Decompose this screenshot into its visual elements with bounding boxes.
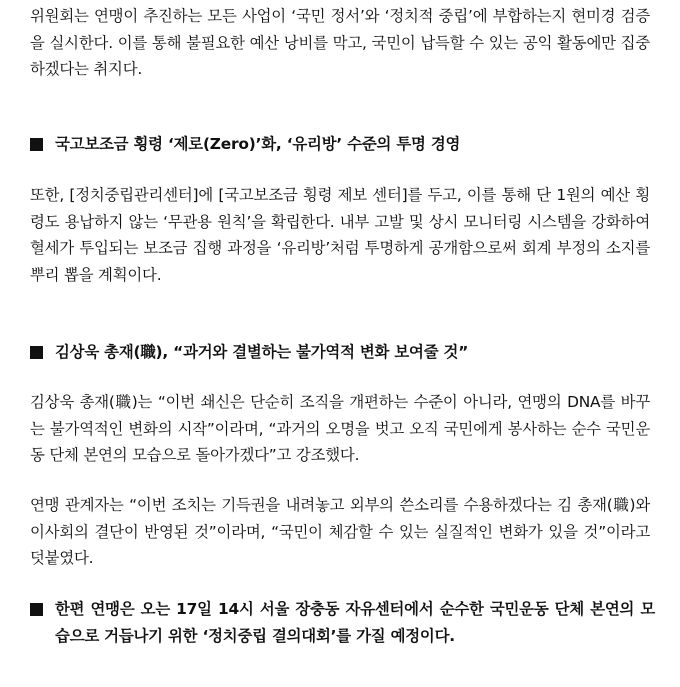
notice-event xyxy=(30,596,655,649)
square-bullet-icon xyxy=(30,138,43,151)
notice-text: 한편 연맹은 오는 17일 14시 서울 장충동 자유센터에서 순수한 국민운동 단체 본연의 모습으로 거듭나기 위한 ‘정치중립 결의대회’를 가질 예정이다. xyxy=(55,600,655,645)
paragraph-president-quote: 김상욱 총재(職)는 “이번 쇄신은 단순히 조직을 개편하는 수준이 아니라, 연맹의 DNA를 바꾸는 불가역적인 변화의 시작”이라며, “과거의 오명을 벗고 오직 국민에게 봉사하는 순수 국민운동 단체 본연의 모습으로 돌아가겠다”고 강조했다. xyxy=(30,393,650,464)
paragraph-official-quote: 연맹 관계자는 “이번 조치는 기득권을 내려놓고 외부의 쓴소리를 수용하겠다는 김 총재(職)와 이사회의 결단이 반영된 것”이라며, “국민이 체감할 수 있는 실질적인 변화가 있을 것”이라고 덧붙였다. xyxy=(30,496,650,567)
section-heading-president xyxy=(30,339,660,365)
section-heading-subsidy xyxy=(30,131,660,157)
section-heading-text: 국고보조금 횡령 ‘제로(Zero)’화, ‘유리방’ 수준의 투명 경영 xyxy=(55,135,461,153)
paragraph-subsidy-center: 또한, [정치중립관리센터]에 [국고보조금 횡령 제보 센터]를 두고, 이를 통해 단 1원의 예산 횡령도 용납하지 않는 ‘무관용 원칙’을 확립한다. 내부 고발 및 상시 모니터링 시스템을 강화하여 혈세가 투입되는 보조금 집행 과정을 ‘유리방’처럼 투명하게 공개함으로써 회계 부정의 소지를 뿌리 뽑을 계획이다. xyxy=(30,186,650,284)
square-bullet-icon xyxy=(30,603,43,616)
section-heading-text: 김상욱 총재(職), “과거와 결별하는 불가역적 변화 보여줄 것” xyxy=(55,343,469,361)
square-bullet-icon xyxy=(30,346,43,359)
paragraph-committee-review: 위원회는 연맹이 추진하는 모든 사업이 ‘국민 정서’와 ‘정치적 중립’에 부합하는지 현미경 검증을 실시한다. 이를 통해 불필요한 예산 낭비를 막고, 국민이 납득할 수 있는 공익 활동에만 집중하겠다는 취지다. xyxy=(30,7,650,78)
